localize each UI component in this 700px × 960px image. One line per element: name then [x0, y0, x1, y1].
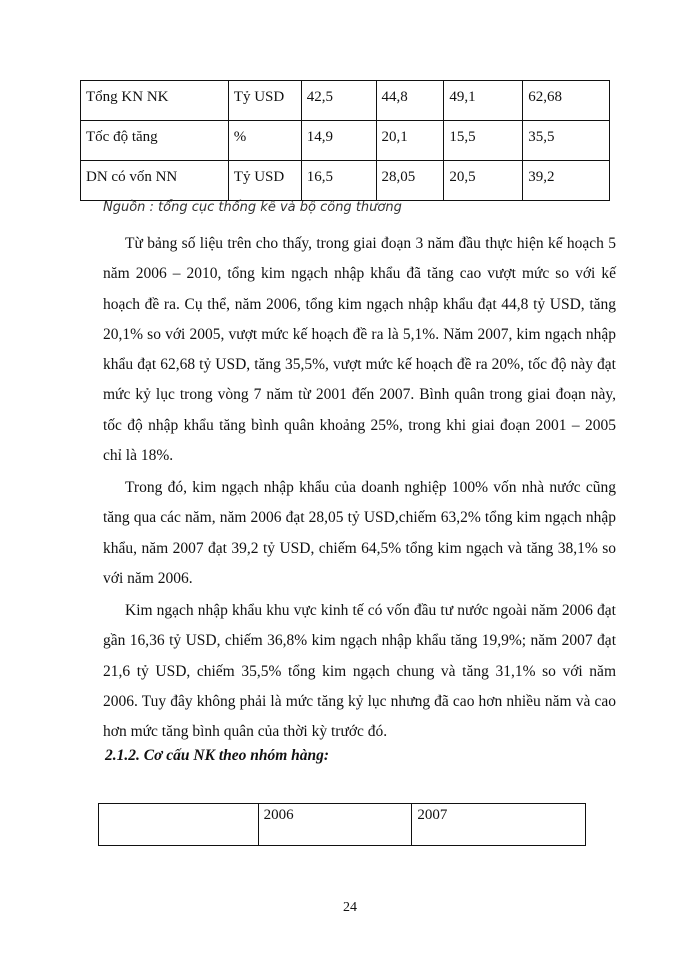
- table-row: [81, 161, 610, 201]
- table-header-cell: [99, 804, 259, 846]
- table-row: [99, 804, 586, 846]
- table-cell: 20,5: [444, 161, 523, 201]
- row-label: DN có vốn NN: [81, 161, 229, 201]
- row-unit: Tỷ USD: [228, 81, 301, 121]
- table-cell: 44,8: [376, 81, 444, 121]
- row-unit: Tỷ USD: [228, 161, 301, 201]
- body-paragraph: Trong đó, kim ngạch nhập khẩu của doanh nghiệp 100% vốn nhà nước cũng tăng qua các năm, năm 2006 đạt 28,05 tỷ USD,chiếm 63,2% tổng kim ngạch nhập khẩu, năm 2007 đạt 39,2 tỷ USD, chiếm 64,5% tổng kim ngạch và tăng 38,1% so với năm 2006.: [103, 479, 616, 587]
- page-number: 24: [343, 900, 357, 915]
- table-cell: 16,5: [301, 161, 376, 201]
- table-cell: 49,1: [444, 81, 523, 121]
- row-label: Tốc độ tăng: [81, 121, 229, 161]
- row-unit: %: [228, 121, 301, 161]
- table-row: [81, 121, 610, 161]
- table-cell: 62,68: [523, 81, 610, 121]
- table-cell: 20,1: [376, 121, 444, 161]
- body-paragraph: Từ bảng số liệu trên cho thấy, trong giai đoạn 3 năm đầu thực hiện kế hoạch 5 năm 2006 – 2010, tổng kim ngạch nhập khẩu đã tăng cao vượt mức so với kế hoạch đề ra. Cụ thể, năm 2006, tổng kim ngạch nhập khẩu đạt 44,8 tỷ USD, tăng 20,1% so với 2005, vượt mức kế hoạch đề ra là 5,1%. Năm 2007, kim ngạch nhập khẩu đạt 62,68 tỷ USD, tăng 35,5%, vượt mức kế hoạch đề ra 20%, tốc độ này đạt mức kỷ lục trong vòng 7 năm từ 2001 đến 2007. Bình quân trong giai đoạn này, tốc độ nhập khẩu tăng bình quân khoảng 25%, trong khi giai đoạn 2001 – 2005 chỉ là 18%.: [103, 235, 616, 465]
- table-cell: 28,05: [376, 161, 444, 201]
- source-note: Nguồn : tổng cục thống kê và bộ công thương: [103, 200, 402, 215]
- section-heading: 2.1.2. Cơ cấu NK theo nhóm hàng:: [105, 747, 330, 764]
- row-label: Tổng KN NK: [81, 81, 229, 121]
- table-header-cell: 2006: [258, 804, 412, 846]
- table-cell: 15,5: [444, 121, 523, 161]
- table-cell: 42,5: [301, 81, 376, 121]
- body-paragraph: Kim ngạch nhập khẩu khu vực kinh tế có vốn đầu tư nước ngoài năm 2006 đạt gần 16,36 tỷ USD, chiếm 36,8% kim ngạch nhập khẩu tăng 19,9%; năm 2007 đạt 21,6 tỷ USD, chiếm 35,5% tổng kim ngạch chung và tăng 31,1% so với năm 2006. Tuy đây không phải là mức tăng kỷ lục nhưng đã cao hơn nhiều năm và cao hơn mức tăng bình quân của thời kỳ trước đó.: [103, 602, 616, 741]
- table-cell: 39,2: [523, 161, 610, 201]
- table-row: [81, 81, 610, 121]
- table-header-cell: 2007: [412, 804, 586, 846]
- table-cell: 35,5: [523, 121, 610, 161]
- table-cell: 14,9: [301, 121, 376, 161]
- import-statistics-table: [80, 80, 610, 201]
- goods-structure-table: [98, 803, 586, 846]
